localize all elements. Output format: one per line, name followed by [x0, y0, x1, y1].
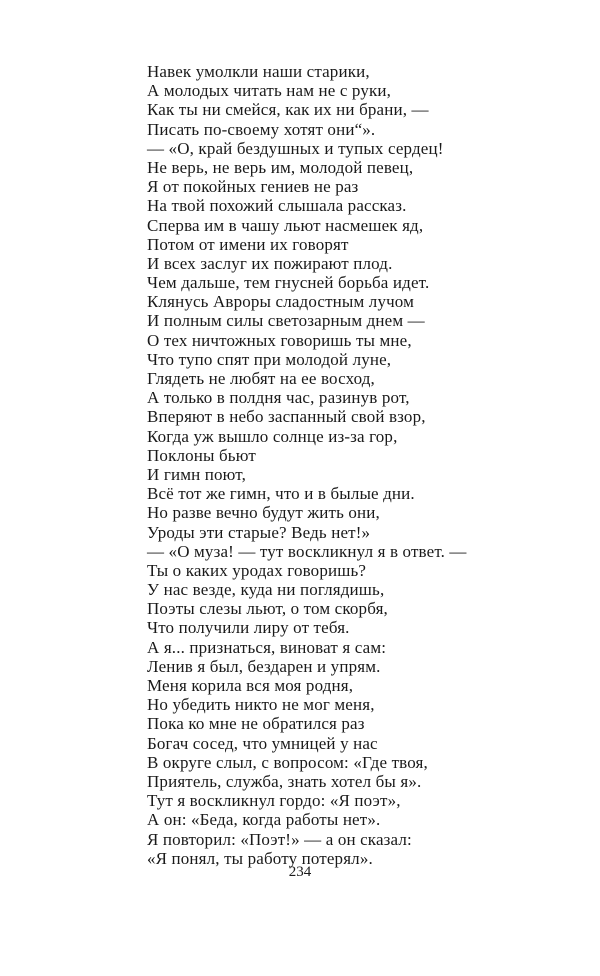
poem-line: Ленив я был, бездарен и упрям.: [147, 656, 381, 676]
poem-line: Но убедить никто не мог меня,: [147, 695, 375, 715]
poem-line: Поэты слезы льют, о том скорбя,: [147, 599, 388, 619]
poem-line: Меня корила вся моя родня,: [147, 676, 354, 695]
poem-line: А молодых читать нам не с руки,: [147, 81, 392, 101]
poem-line: У нас везде, куда ни поглядишь,: [147, 580, 385, 600]
poem-line: «Я понял, ты работу потерял».: [147, 848, 373, 868]
poem-line: Я повторил: «Поэт!» — а он сказал:: [147, 829, 412, 849]
poem-line: Тут я воскликнул гордо: «Я поэт»,: [147, 791, 401, 811]
poem-line: Не верь, не верь им, молодой певец,: [147, 157, 414, 177]
poem-line: Поклоны бьют: [147, 445, 256, 465]
poem-line: Вперяют в небо заспанный свой взор,: [147, 407, 426, 427]
poem-line: Я от покойных гениев не раз: [147, 177, 359, 197]
poem-line: Когда уж вышло солнце из-за гор,: [147, 426, 398, 446]
poem-line: Богач сосед, что умницей у нас: [147, 733, 378, 753]
poem-text: [147, 62, 527, 868]
poem-line: А он: «Беда, когда работы нет».: [147, 810, 381, 830]
poem-line: И гимн поют,: [147, 464, 246, 484]
poem-line: Как ты ни смейся, как их ни брани, —: [147, 100, 429, 120]
poem-line: Потом от имени их говорят: [147, 234, 349, 254]
poem-line: — «О, край бездушных и тупых сердец!: [147, 138, 444, 158]
poem-line: Глядеть не любят на ее восход,: [147, 369, 375, 388]
poem-line: На твой похожий слышала рассказ.: [147, 196, 407, 216]
page-number: 234: [288, 864, 312, 880]
poem-line: Чем дальше, тем гнусней борьба идет.: [147, 273, 430, 293]
poem-line: Что получили лиру от тебя.: [147, 618, 350, 638]
poem-line: Ты о каких уродах говоришь?: [147, 560, 367, 580]
poem-line: Но разве вечно будут жить они,: [147, 503, 380, 523]
poem-line: Писать по-своему хотят они“».: [147, 119, 376, 139]
poem-line: Уроды эти старые? Ведь нет!»: [147, 522, 371, 542]
poem-line: Что тупо спят при молодой луне,: [147, 349, 392, 369]
poem-line: Пока ко мне не обратился раз: [147, 714, 365, 734]
poem-line: И всех заслуг их пожирают плод.: [147, 253, 393, 273]
poem-line: А я... признаться, виноват я сам:: [147, 637, 387, 657]
poem-line: Навек умолкли наши старики,: [147, 62, 370, 81]
poem-line: И полным силы светозарным днем —: [147, 311, 425, 331]
poem-line: Сперва им в чашу льют насмешек яд,: [147, 215, 424, 235]
poem-line: О тех ничтожных говоришь ты мне,: [147, 330, 412, 350]
poem-line: Всё тот же гимн, что и в былые дни.: [147, 484, 415, 504]
poem-line: Приятель, служба, знать хотел бы я».: [147, 771, 422, 791]
poem-line: — «О муза! — тут воскликнул я в ответ. —: [147, 541, 467, 561]
poem-line: В округе слыл, с вопросом: «Где твоя,: [147, 752, 428, 772]
poem-line: А только в полдня час, разинув рот,: [147, 388, 410, 408]
poem-line: Клянусь Авроры сладостным лучом: [147, 292, 415, 312]
